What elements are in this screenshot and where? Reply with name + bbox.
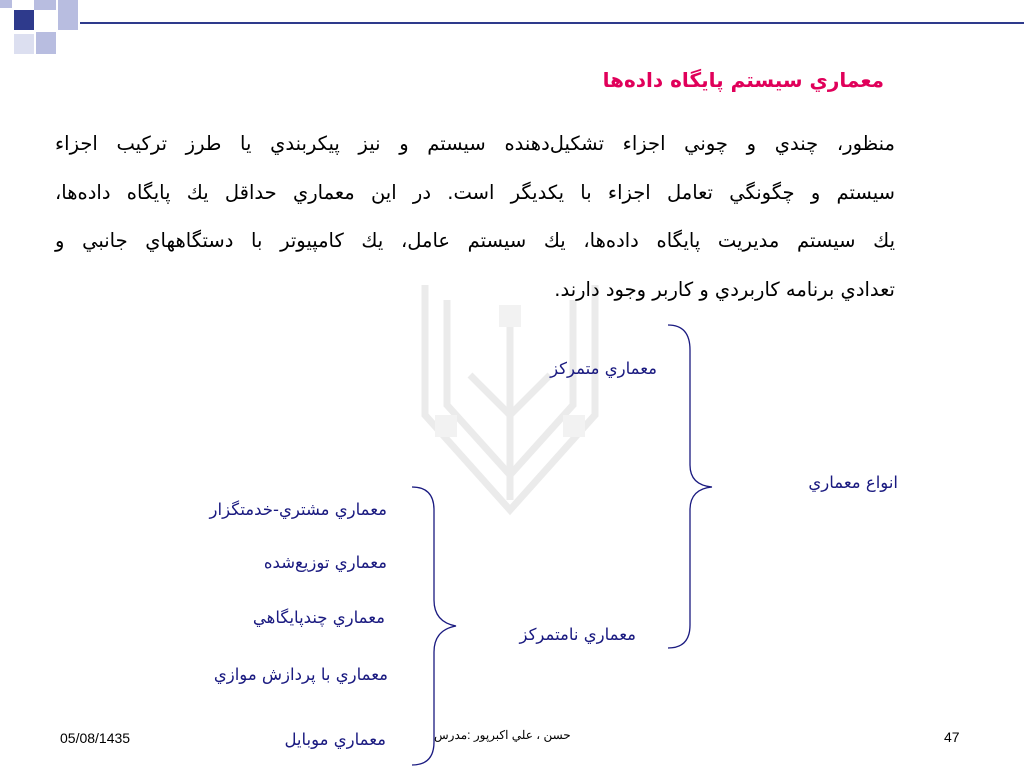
body-line: تعدادي برنامه كاربردي و كاربر وجود دارند. <box>554 277 895 301</box>
body-line: سيستم و چگونگي تعامل اجزاء با يكديگر است. در اين معماري حداقل يك پايگاه داده‌ها، <box>55 180 895 204</box>
footer-instructor: حسن ، علي اكبرپور :مدرس <box>434 728 571 742</box>
root-label: انواع معماري <box>808 473 898 492</box>
centralized-label: معماري متمركز <box>550 359 657 378</box>
decentralized-brace <box>412 487 456 765</box>
parallel-processing-label: معماري با پردازش موازي <box>213 665 388 684</box>
slide-title: معماري سيستم پايگاه داده‌ها <box>602 68 884 92</box>
body-line: يك سيستم مديريت پايگاه داده‌ها، يك سيستم عامل، يك كامپيوتر با دستگاههاي جانبي و <box>55 229 895 252</box>
decentralized-label: معماري نامتمركز <box>519 625 636 644</box>
distributed-label: معماري توزيع‌شده <box>263 553 387 572</box>
root-brace <box>668 325 712 648</box>
footer-date: 05/08/1435 <box>60 730 131 746</box>
mobile-label: معماري موبايل <box>284 730 386 749</box>
multidatabase-label: معماري چندپايگاهي <box>252 608 385 627</box>
client-server-label: معماري مشتري-خدمتگزار <box>209 500 387 519</box>
slide-number: 47 <box>944 729 960 745</box>
body-line: منظور، چندي و چوني اجزاء تشكيل‌دهنده سيستم و نيز پيكربندي يا طرز تركيب اجزاء <box>55 132 895 155</box>
